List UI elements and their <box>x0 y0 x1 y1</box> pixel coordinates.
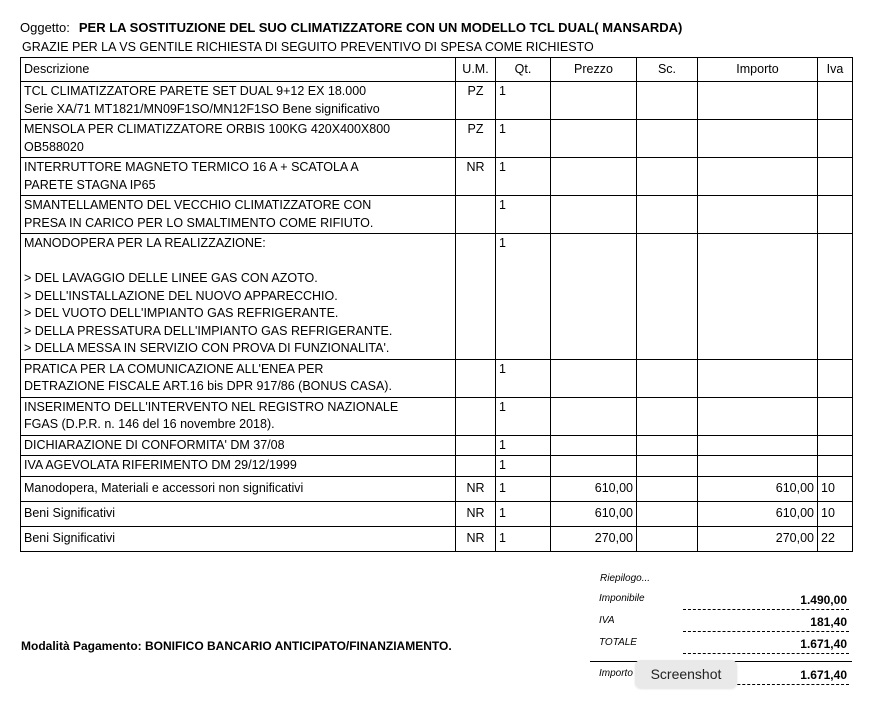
item-importo <box>698 397 818 435</box>
item-iva <box>818 120 853 158</box>
item-um <box>456 435 496 456</box>
item-importo <box>698 435 818 456</box>
item-sc <box>637 234 698 360</box>
summary-iva: 22 <box>818 526 853 551</box>
summary-um: NR <box>456 526 496 551</box>
imponibile-value: 1.490,00 <box>800 593 847 607</box>
item-description <box>21 82 456 120</box>
description-line: PARETE STAGNA IP65 <box>24 177 156 192</box>
item-description <box>21 359 456 397</box>
item-qt: 1 <box>496 359 551 397</box>
summary-description: Beni Significativi <box>21 501 456 526</box>
summary-prezzo: 610,00 <box>551 476 637 501</box>
table-row <box>21 397 853 435</box>
totale-label: TOTALE <box>599 637 637 648</box>
summary-description: Manodopera, Materiali e accessori non significativi <box>21 476 456 501</box>
item-iva <box>818 158 853 196</box>
item-description <box>21 435 456 456</box>
item-um <box>456 196 496 234</box>
item-um: PZ <box>456 82 496 120</box>
item-qt: 1 <box>496 435 551 456</box>
table-row <box>21 456 853 477</box>
item-sc <box>637 82 698 120</box>
item-importo <box>698 120 818 158</box>
summary-sc <box>637 501 698 526</box>
description-line: Serie XA/71 MT1821/MN09F1SO/MN12F1SO Bene significativo <box>24 101 380 116</box>
item-prezzo <box>551 359 637 397</box>
item-prezzo <box>551 397 637 435</box>
description-line: MANODOPERA PER LA REALIZZAZIONE: <box>24 236 266 250</box>
table-row <box>21 435 853 456</box>
item-prezzo <box>551 234 637 360</box>
summary-qt: 1 <box>496 501 551 526</box>
table-row <box>21 158 853 196</box>
summary-prezzo: 610,00 <box>551 501 637 526</box>
quote-table <box>20 57 853 552</box>
item-iva <box>818 359 853 397</box>
item-iva <box>818 196 853 234</box>
item-importo <box>698 196 818 234</box>
item-sc <box>637 456 698 477</box>
oggetto-label: Oggetto: <box>20 20 70 35</box>
item-description <box>21 234 456 360</box>
summary-row <box>21 476 853 501</box>
summary-qt: 1 <box>496 476 551 501</box>
item-qt: 1 <box>496 397 551 435</box>
table-row <box>21 120 853 158</box>
description-line <box>24 253 452 271</box>
summary-importo: 610,00 <box>698 501 818 526</box>
item-sc <box>637 359 698 397</box>
item-importo <box>698 82 818 120</box>
item-qt: 1 <box>496 120 551 158</box>
table-header-row <box>21 58 853 82</box>
item-iva <box>818 456 853 477</box>
item-sc <box>637 158 698 196</box>
item-sc <box>637 397 698 435</box>
col-header-descrizione: Descrizione <box>21 58 456 82</box>
description-line: > DEL LAVAGGIO DELLE LINEE GAS CON AZOTO. <box>24 271 318 285</box>
item-importo <box>698 234 818 360</box>
screenshot-tooltip: Screenshot <box>635 660 737 688</box>
description-line: IVA AGEVOLATA RIFERIMENTO DM 29/12/1999 <box>24 458 297 472</box>
importo-value: 1.671,40 <box>800 668 847 682</box>
totale-value: 1.671,40 <box>800 637 847 651</box>
summary-importo: 610,00 <box>698 476 818 501</box>
item-um <box>456 234 496 360</box>
description-line: > DELL'INSTALLAZIONE DEL NUOVO APPARECCHIO. <box>24 288 338 303</box>
riepilogo-title: Riepilogo... <box>600 573 651 584</box>
item-iva <box>818 397 853 435</box>
item-description <box>21 196 456 234</box>
description-line: FGAS (D.P.R. n. 146 del 16 novembre 2018). <box>24 417 275 431</box>
description-line: INTERRUTTORE MAGNETO TERMICO 16 A + SCATOLA A <box>24 160 359 174</box>
description-line: PRATICA PER LA COMUNICAZIONE ALL'ENEA PER <box>24 361 324 376</box>
importo-label: Importo <box>599 668 633 679</box>
table-row <box>21 196 853 234</box>
col-header-iva: Iva <box>818 58 853 82</box>
item-description <box>21 456 456 477</box>
description-line: INSERIMENTO DELL'INTERVENTO NEL REGISTRO NAZIONALE <box>24 399 399 414</box>
dotted-divider <box>683 609 849 610</box>
iva-label: IVA <box>599 615 615 626</box>
summary-sc <box>637 526 698 551</box>
summary-um: NR <box>456 476 496 501</box>
totale-row <box>599 637 849 653</box>
description-line: > DEL VUOTO DELL'IMPIANTO GAS REFRIGERANTE. <box>24 306 339 320</box>
item-importo <box>698 359 818 397</box>
item-importo <box>698 456 818 477</box>
item-iva <box>818 234 853 360</box>
item-iva <box>818 435 853 456</box>
col-header-prezzo: Prezzo <box>551 58 637 82</box>
item-prezzo <box>551 456 637 477</box>
item-qt: 1 <box>496 196 551 234</box>
item-prezzo <box>551 158 637 196</box>
description-line: DETRAZIONE FISCALE ART.16 bis DPR 917/86 (BONUS CASA). <box>24 379 392 393</box>
description-line: OB588020 <box>24 139 84 154</box>
item-um <box>456 397 496 435</box>
item-sc <box>637 196 698 234</box>
item-sc <box>637 120 698 158</box>
description-line: DICHIARAZIONE DI CONFORMITA' DM 37/08 <box>24 437 285 452</box>
summary-prezzo: 270,00 <box>551 526 637 551</box>
item-qt: 1 <box>496 456 551 477</box>
item-iva <box>818 82 853 120</box>
item-description <box>21 120 456 158</box>
col-header-um: U.M. <box>456 58 496 82</box>
summary-iva: 10 <box>818 501 853 526</box>
summary-description: Beni Significativi <box>21 526 456 551</box>
table-row <box>21 82 853 120</box>
item-prezzo <box>551 120 637 158</box>
col-header-qt: Qt. <box>496 58 551 82</box>
iva-value: 181,40 <box>810 615 847 629</box>
col-header-importo: Importo <box>698 58 818 82</box>
payment-method: Modalità Pagamento: BONIFICO BANCARIO ANTICIPATO/FINANZIAMENTO. <box>21 639 452 653</box>
intro-text: GRAZIE PER LA VS GENTILE RICHIESTA DI SEGUITO PREVENTIVO DI SPESA COME RICHIESTO <box>22 40 594 54</box>
iva-row <box>599 615 849 631</box>
description-line: TCL CLIMATIZZATORE PARETE SET DUAL 9+12 EX 18.000 <box>24 84 367 98</box>
item-qt: 1 <box>496 82 551 120</box>
description-line: MENSOLA PER CLIMATIZZATORE ORBIS 100KG 420X400X800 <box>24 122 391 136</box>
summary-iva: 10 <box>818 476 853 501</box>
item-qt: 1 <box>496 234 551 360</box>
imponibile-label: Imponibile <box>599 593 645 604</box>
item-um <box>456 359 496 397</box>
dotted-divider <box>683 653 849 654</box>
table-row <box>21 359 853 397</box>
item-sc <box>637 435 698 456</box>
item-description <box>21 397 456 435</box>
item-importo <box>698 158 818 196</box>
oggetto-line <box>20 20 682 35</box>
description-line: SMANTELLAMENTO DEL VECCHIO CLIMATIZZATORE CON <box>24 198 372 212</box>
item-qt: 1 <box>496 158 551 196</box>
summary-importo: 270,00 <box>698 526 818 551</box>
summary-row <box>21 501 853 526</box>
description-line: PRESA IN CARICO PER LO SMALTIMENTO COME RIFIUTO. <box>24 215 374 230</box>
summary-qt: 1 <box>496 526 551 551</box>
summary-um: NR <box>456 501 496 526</box>
oggetto-text: PER LA SOSTITUZIONE DEL SUO CLIMATIZZATORE CON UN MODELLO TCL DUAL( MANSARDA) <box>78 20 683 35</box>
item-prezzo <box>551 82 637 120</box>
item-prezzo <box>551 435 637 456</box>
item-um: NR <box>456 158 496 196</box>
description-line: > DELLA PRESSATURA DELL'IMPIANTO GAS REFRIGERANTE. <box>24 323 393 338</box>
description-line: > DELLA MESSA IN SERVIZIO CON PROVA DI FUNZIONALITA'. <box>24 341 390 355</box>
summary-sc <box>637 476 698 501</box>
item-um <box>456 456 496 477</box>
summary-row <box>21 526 853 551</box>
dotted-divider <box>683 631 849 632</box>
imponibile-row <box>599 593 849 609</box>
table-row <box>21 234 853 360</box>
item-description <box>21 158 456 196</box>
item-um: PZ <box>456 120 496 158</box>
col-header-sc: Sc. <box>637 58 698 82</box>
item-prezzo <box>551 196 637 234</box>
